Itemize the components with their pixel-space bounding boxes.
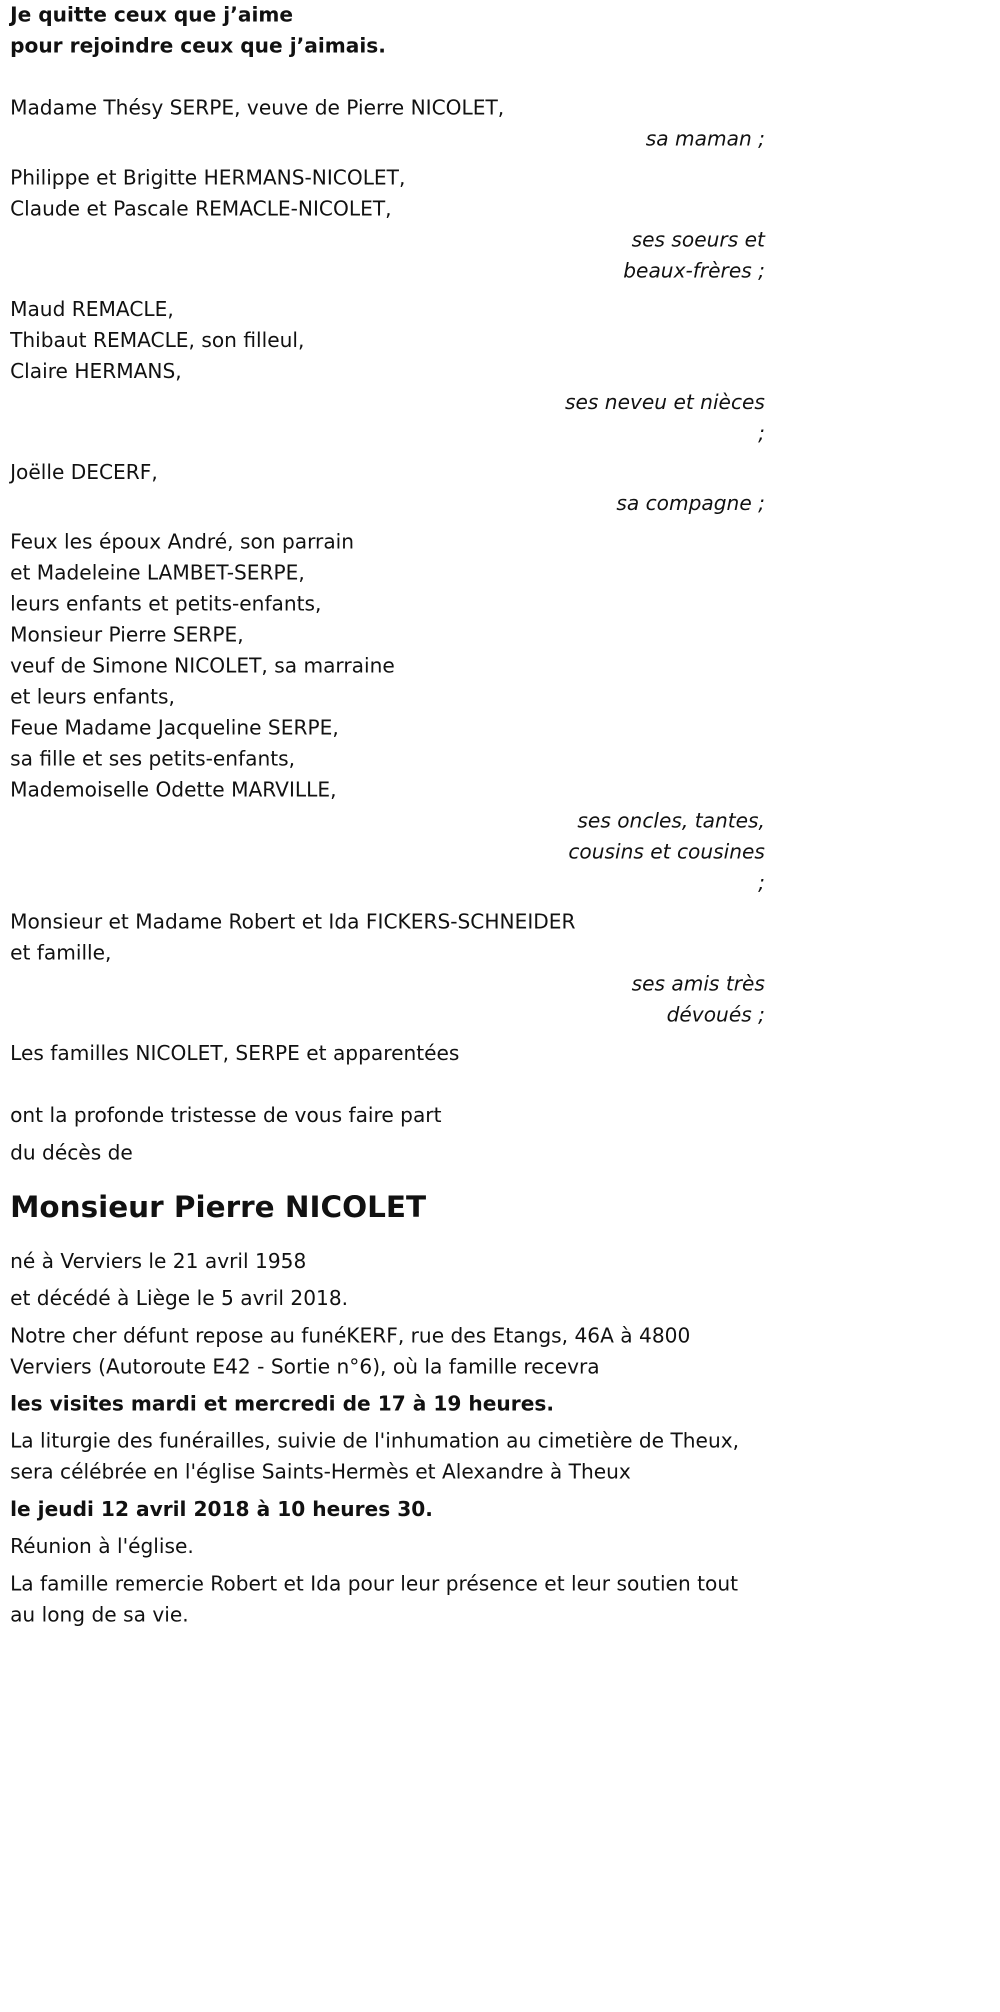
- mourner-name: Monsieur et Madame Robert et Ida FICKERS-SCHNEIDER: [10, 910, 576, 934]
- mourner-name: Feux les époux André, son parrain: [10, 530, 355, 555]
- visits-line: les visites mardi et mercredi de 17 à 19 heures.: [10, 1392, 555, 1416]
- liturgy-paragraph: La liturgie des funérailles, suivie de l'inhumation au cimetière de Theux, sera célébrée en l'église Saints-Hermès et Alexandre à Theux: [10, 1429, 740, 1485]
- relation-label: sa compagne ;: [616, 492, 765, 516]
- mourner-name: Claire HERMANS,: [10, 360, 182, 384]
- announcement: [10, 1101, 765, 1169]
- relation-label: cousins et cousines: [568, 840, 765, 865]
- repose-paragraph: Notre cher défunt repose au funéKERF, rue des Etangs, 46A à 4800 Verviers (Autoroute E42 - Sortie n°6), où la famille recevra: [10, 1324, 691, 1379]
- announcement-line: du décès de: [10, 1141, 133, 1165]
- ceremony-date: le jeudi 12 avril 2018 à 10 heures 30.: [10, 1498, 433, 1522]
- mourner-name: Madame Thésy SERPE, veuve de Pierre NICOLET,: [10, 96, 505, 121]
- mourners-group-nephew-nieces: [10, 295, 765, 450]
- mourner-name: et Madeleine LAMBET-SERPE,: [10, 561, 305, 586]
- mourners-group-mother: [10, 93, 765, 155]
- relation-label: ses soeurs et: [631, 228, 765, 252]
- deceased-name: Monsieur Pierre NICOLET: [10, 1189, 427, 1224]
- relation-label: ;: [758, 871, 765, 896]
- mourner-name: veuf de Simone NICOLET, sa marraine: [10, 654, 395, 679]
- mourner-name: Thibaut REMACLE, son filleul,: [10, 329, 305, 353]
- epigraph-line: pour rejoindre ceux que j’aimais.: [10, 34, 386, 59]
- mourner-name: Claude et Pascale REMACLE-NICOLET,: [10, 197, 392, 221]
- epigraph: [10, 0, 765, 62]
- mourner-name: et leurs enfants,: [10, 685, 175, 710]
- relation-label: beaux-frères ;: [623, 259, 765, 283]
- birth-line: né à Verviers le 21 avril 1958: [10, 1250, 307, 1274]
- meeting-line: Réunion à l'église.: [10, 1535, 194, 1559]
- mourner-name: Mademoiselle Odette MARVILLE,: [10, 778, 337, 803]
- mourners-group-sisters: [10, 163, 765, 287]
- relation-label: ses neveu et nièces: [565, 391, 765, 415]
- mourner-name: Feue Madame Jacqueline SERPE,: [10, 716, 339, 741]
- mourner-name: et famille,: [10, 941, 112, 965]
- mourner-name: Joëlle DECERF,: [10, 461, 158, 485]
- mourner-name: sa fille et ses petits-enfants,: [10, 747, 296, 772]
- families-line: Les familles NICOLET, SERPE et apparentées: [10, 1042, 460, 1066]
- mourner-name: Monsieur Pierre SERPE,: [10, 623, 244, 648]
- mourners-group-friends: [10, 907, 765, 1031]
- relation-label: ses amis très: [631, 972, 765, 996]
- mourner-name: leurs enfants et petits-enfants,: [10, 592, 322, 617]
- announcement-line: ont la profonde tristesse de vous faire part: [10, 1104, 442, 1128]
- death-line: et décédé à Liège le 5 avril 2018.: [10, 1287, 349, 1311]
- relation-label: ses oncles, tantes,: [577, 809, 765, 834]
- mourners-group-companion: [10, 457, 765, 519]
- epigraph-line: Je quitte ceux que j’aime: [10, 3, 294, 28]
- relation-label: ;: [758, 422, 765, 446]
- mourners-group-uncles-aunts: [10, 527, 765, 899]
- mourner-name: Maud REMACLE,: [10, 298, 174, 322]
- thanks-paragraph: La famille remercie Robert et Ida pour leur présence et leur soutien tout au long de sa vie.: [10, 1572, 739, 1627]
- relation-label: dévoués ;: [666, 1003, 765, 1027]
- mourner-name: Philippe et Brigitte HERMANS-NICOLET,: [10, 166, 406, 190]
- relation-label: sa maman ;: [645, 127, 765, 152]
